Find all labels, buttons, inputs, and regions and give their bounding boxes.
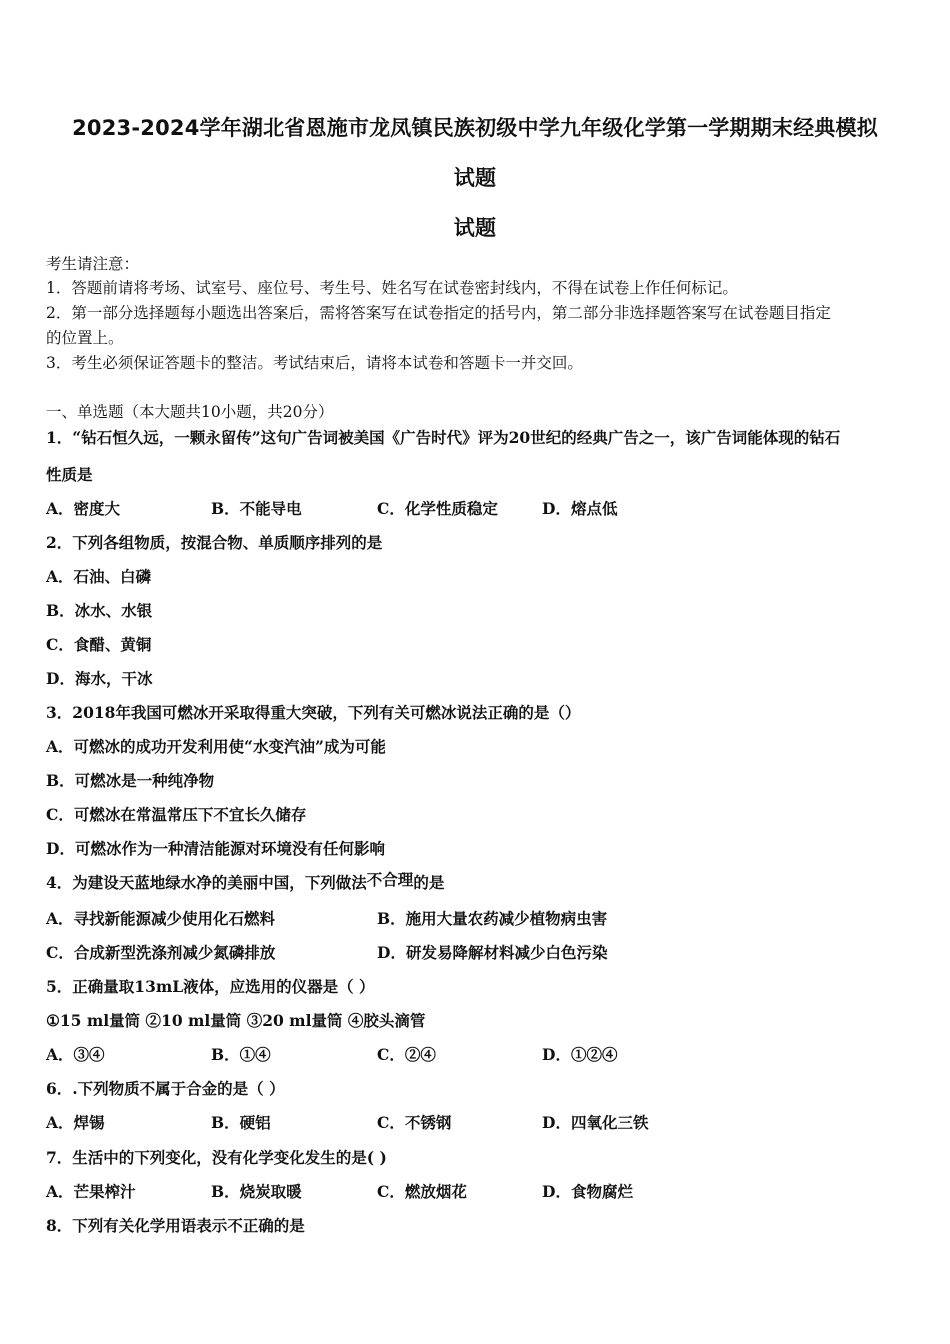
exam-subtitle: 试题 bbox=[453, 216, 497, 240]
question-4-option-a: A．寻找新能源减少使用化石燃料 bbox=[46, 909, 276, 928]
question-2-option-b: B．冰水、水银 bbox=[46, 601, 153, 620]
question-3-option-b: B．可燃冰是一种纯净物 bbox=[46, 771, 215, 790]
question-4-stem-end: 的是 bbox=[413, 873, 445, 892]
question-2-stem: 2．下列各组物质，按混合物、单质顺序排列的是 bbox=[46, 533, 383, 552]
question-1-option-c: C．化学性质稳定 bbox=[377, 499, 498, 518]
question-6-stem: 6．.下列物质不属于合金的是（ ） bbox=[46, 1079, 285, 1098]
question-1-stem-continued: 性质是 bbox=[46, 465, 93, 484]
question-4-stem bbox=[46, 871, 444, 893]
question-5-option-b: B．①④ bbox=[211, 1045, 271, 1064]
question-2-option-c: C．食醋、黄铜 bbox=[46, 635, 152, 654]
notice-item-3: 3．考生必须保证答题卡的整洁。考试结束后，请将本试卷和答题卡一并交回。 bbox=[46, 354, 583, 372]
notice-heading: 考生请注意： bbox=[46, 255, 140, 273]
question-3-option-d: D．可燃冰作为一种清洁能源对环境没有任何影响 bbox=[46, 839, 385, 858]
question-4-stem-emphasis: 不合理 bbox=[366, 870, 414, 889]
question-1-option-b: B．不能导电 bbox=[211, 499, 302, 518]
exam-title: 2023-2024学年湖北省恩施市龙凤镇民族初级中学九年级化学第一学期期末经典模拟 bbox=[72, 116, 878, 140]
question-3-option-c: C．可燃冰在常温常压下不宜长久储存 bbox=[46, 805, 307, 824]
question-4-option-d: D．研发易降解材料减少白色污染 bbox=[377, 943, 608, 962]
section-heading: 一、单选题（本大题共10小题，共20分） bbox=[46, 403, 334, 421]
question-3-stem: 3．2018年我国可燃冰开采取得重大突破，下列有关可燃冰说法正确的是（） bbox=[46, 703, 581, 722]
question-1-option-a: A．密度大 bbox=[46, 499, 121, 518]
question-6-option-b: B．硬铝 bbox=[211, 1113, 271, 1132]
question-5-option-a: A．③④ bbox=[46, 1045, 105, 1064]
exam-title-continued: 试题 bbox=[453, 166, 497, 190]
question-6-option-c: C．不锈钢 bbox=[377, 1113, 452, 1132]
question-5-instruments: ①15 ml量筒 ②10 ml量筒 ③20 ml量筒 ④胶头滴管 bbox=[46, 1011, 426, 1030]
question-5-option-c: C．②④ bbox=[377, 1045, 436, 1064]
question-2-option-a: A．石油、白磷 bbox=[46, 567, 152, 586]
question-7-option-d: D．食物腐烂 bbox=[542, 1182, 633, 1201]
question-6-option-d: D．四氧化三铁 bbox=[542, 1113, 649, 1132]
question-5-option-d: D．①②④ bbox=[542, 1045, 618, 1064]
notice-item-2: 2．第一部分选择题每小题选出答案后，需将答案写在试卷指定的括号内，第二部分非选择题答案写在试卷题目指定 bbox=[46, 304, 831, 322]
question-2-option-d: D．海水，干冰 bbox=[46, 669, 153, 688]
question-4-stem-start: 4．为建设天蓝地绿水净的美丽中国，下列做法 bbox=[46, 873, 367, 892]
question-5-stem: 5．正确量取13mL液体，应选用的仪器是（ ） bbox=[46, 977, 375, 996]
question-6-option-a: A．焊锡 bbox=[46, 1113, 105, 1132]
notice-item-2-continued: 的位置上。 bbox=[46, 329, 124, 347]
question-1-stem: 1．“钻石恒久远，一颗永留传”这句广告词被美国《广告时代》评为20世纪的经典广告之一，该广告词能体现的钻石 bbox=[46, 428, 841, 447]
question-7-option-c: C．燃放烟花 bbox=[377, 1182, 467, 1201]
question-4-option-c: C．合成新型洗涤剂减少氮磷排放 bbox=[46, 943, 276, 962]
question-7-option-a: A．芒果榨汁 bbox=[46, 1182, 136, 1201]
question-7-option-b: B．烧炭取暖 bbox=[211, 1182, 302, 1201]
question-4-option-b: B．施用大量农药减少植物病虫害 bbox=[377, 909, 608, 928]
question-8-stem: 8．下列有关化学用语表示不正确的是 bbox=[46, 1216, 305, 1235]
question-3-option-a: A．可燃冰的成功开发利用使“水变汽油”成为可能 bbox=[46, 737, 386, 756]
question-1-option-d: D．熔点低 bbox=[542, 499, 618, 518]
notice-item-1: 1．答题前请将考场、试室号、座位号、考生号、姓名写在试卷密封线内，不得在试卷上作任何标记。 bbox=[46, 279, 738, 297]
question-7-stem: 7．生活中的下列变化，没有化学变化发生的是( ) bbox=[46, 1148, 387, 1167]
